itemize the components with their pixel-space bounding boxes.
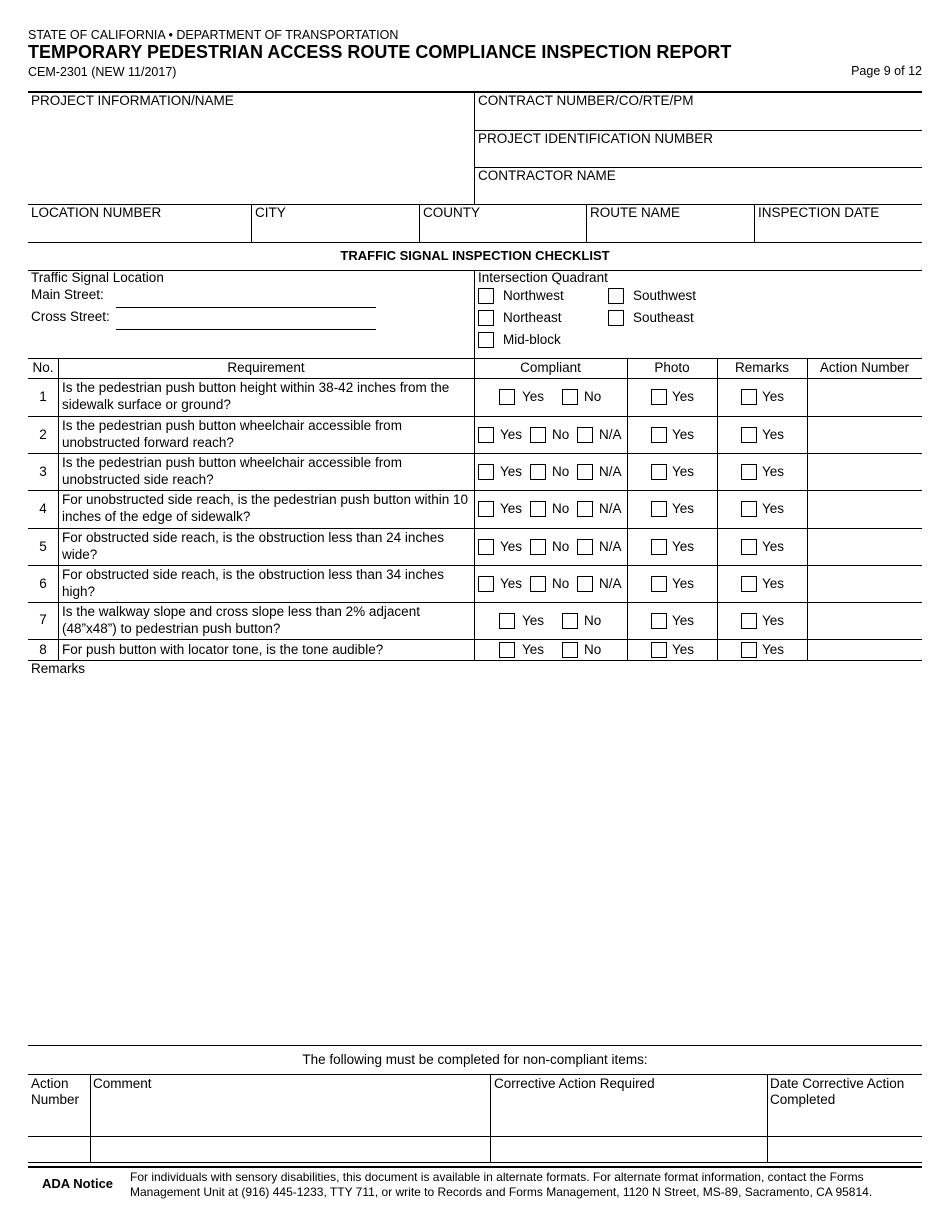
action-number-header: Action Number: [31, 1076, 80, 1107]
midblock-label: Mid-block: [503, 332, 561, 347]
row-number: 6: [39, 576, 47, 591]
project-id-field[interactable]: [474, 146, 922, 167]
requirement-text: Is the walkway slope and cross slope less than 2% adjacent (48”x48”) to pedestrian push button?: [62, 604, 420, 636]
col-no-header: No.: [32, 360, 54, 375]
contractor-name-field[interactable]: [474, 183, 922, 204]
photo-yes-checkbox[interactable]: [651, 613, 667, 629]
compliant-na-checkbox[interactable]: [577, 427, 593, 443]
requirement-text: Is the pedestrian push button height within 38-42 inches from the sidewalk surface or ground?: [62, 380, 450, 412]
remarks-yes-checkbox[interactable]: [741, 464, 757, 480]
na-label: N/A: [599, 427, 622, 442]
remarks-yes-checkbox[interactable]: [741, 613, 757, 629]
photo-yes-checkbox[interactable]: [651, 389, 667, 405]
city-label: CITY: [255, 205, 286, 220]
row-number: 1: [39, 389, 47, 404]
action-number-field[interactable]: [808, 640, 922, 660]
cross-street-label: Cross Street:: [31, 309, 110, 324]
compliant-na-checkbox[interactable]: [577, 501, 593, 517]
county-field[interactable]: [419, 220, 586, 242]
action-number-field[interactable]: [808, 603, 922, 639]
action-number-field[interactable]: [808, 566, 922, 602]
na-label: N/A: [599, 501, 622, 516]
midblock-checkbox[interactable]: [478, 332, 494, 348]
yes-label: Yes: [672, 464, 695, 479]
yes-label: Yes: [500, 539, 523, 554]
route-name-label: ROUTE NAME: [590, 205, 681, 220]
yes-label: Yes: [522, 613, 545, 628]
requirement-text: Is the pedestrian push button wheelchair accessible from unobstructed forward reach?: [62, 418, 402, 450]
county-label: COUNTY: [423, 205, 480, 220]
compliant-no-checkbox[interactable]: [530, 501, 546, 517]
yes-label: Yes: [500, 427, 523, 442]
yes-label: Yes: [522, 389, 545, 404]
compliant-no-checkbox[interactable]: [562, 613, 578, 629]
action-number-field[interactable]: [808, 529, 922, 565]
action-number-field[interactable]: [808, 454, 922, 490]
inspection-date-label: INSPECTION DATE: [758, 205, 880, 220]
compliant-yes-checkbox[interactable]: [499, 613, 515, 629]
col-photo-header: Photo: [654, 360, 690, 375]
yes-label: Yes: [672, 642, 695, 657]
main-street-input[interactable]: [116, 307, 376, 308]
requirement-text: For push button with locator tone, is the tone audible?: [62, 642, 384, 657]
nc-action-number-field[interactable]: [28, 1137, 90, 1162]
photo-yes-checkbox[interactable]: [651, 576, 667, 592]
compliant-na-checkbox[interactable]: [577, 576, 593, 592]
contractor-name-label: CONTRACTOR NAME: [478, 168, 616, 183]
project-info-label: PROJECT INFORMATION/NAME: [31, 93, 234, 108]
location-number-label: LOCATION NUMBER: [31, 205, 162, 220]
no-label: No: [552, 539, 570, 554]
action-number-field[interactable]: [808, 491, 922, 528]
action-number-field[interactable]: [808, 379, 922, 416]
signal-location-label: Traffic Signal Location: [31, 270, 164, 285]
nc-date-completed-field[interactable]: [768, 1137, 922, 1162]
remarks-yes-checkbox[interactable]: [741, 427, 757, 443]
form-number: CEM-2301 (NEW 11/2017): [28, 65, 177, 79]
no-label: No: [552, 427, 570, 442]
photo-yes-checkbox[interactable]: [651, 539, 667, 555]
inspection-date-field[interactable]: [754, 220, 922, 242]
contract-number-label: CONTRACT NUMBER/CO/RTE/PM: [478, 93, 694, 108]
comment-header: Comment: [93, 1076, 152, 1091]
northeast-checkbox[interactable]: [478, 310, 494, 326]
southwest-label: Southwest: [633, 288, 697, 303]
col-action-header: Action Number: [819, 360, 910, 375]
yes-label: Yes: [500, 576, 523, 591]
row-number: 4: [39, 501, 47, 516]
quadrant-label: Intersection Quadrant: [478, 270, 608, 285]
southwest-checkbox[interactable]: [608, 288, 624, 304]
compliant-yes-checkbox[interactable]: [478, 427, 494, 443]
remarks-yes-checkbox[interactable]: [741, 501, 757, 517]
col-requirement-header: Requirement: [227, 360, 305, 375]
northeast-label: Northeast: [503, 310, 562, 325]
compliant-no-checkbox[interactable]: [562, 389, 578, 405]
compliant-yes-checkbox[interactable]: [478, 501, 494, 517]
yes-label: Yes: [500, 464, 523, 479]
yes-label: Yes: [522, 642, 545, 657]
row-number: 3: [39, 464, 47, 479]
requirement-text: For unobstructed side reach, is the pedestrian push button within 10 inches of the edge of sidewalk?: [62, 492, 468, 524]
corrective-action-header: Corrective Action Required: [494, 1076, 655, 1091]
compliant-yes-checkbox[interactable]: [499, 389, 515, 405]
row-number: 8: [39, 642, 47, 657]
no-label: No: [552, 501, 570, 516]
compliant-no-checkbox[interactable]: [530, 576, 546, 592]
ada-notice-text: For individuals with sensory disabilities, this document is available in alternate formats. For alternate format information, contact the Forms Management Unit at (916) 445-1233, TTY 711, or write to Records and Forms Management, 1120 N Street, MS-89, Sacramento, CA 95814.: [130, 1170, 873, 1199]
col-compliant-header: Compliant: [520, 360, 581, 375]
contract-number-field[interactable]: [474, 108, 922, 130]
action-number-field[interactable]: [808, 417, 922, 453]
compliant-no-checkbox[interactable]: [562, 642, 578, 658]
northwest-label: Northwest: [503, 288, 564, 303]
cross-street-input[interactable]: [116, 329, 376, 330]
compliant-yes-checkbox[interactable]: [478, 539, 494, 555]
remarks-label: Remarks: [31, 661, 86, 676]
checklist-title: TRAFFIC SIGNAL INSPECTION CHECKLIST: [340, 248, 610, 263]
project-info-field[interactable]: [28, 108, 474, 204]
compliant-yes-checkbox[interactable]: [478, 576, 494, 592]
yes-label: Yes: [672, 539, 695, 554]
yes-label: Yes: [762, 389, 785, 404]
no-label: No: [552, 576, 570, 591]
date-completed-header: Date Corrective Action Completed: [770, 1076, 905, 1107]
compliant-na-checkbox[interactable]: [577, 539, 593, 555]
na-label: N/A: [599, 464, 622, 479]
remarks-yes-checkbox[interactable]: [741, 389, 757, 405]
yes-label: Yes: [672, 613, 695, 628]
route-name-field[interactable]: [586, 220, 754, 242]
yes-label: Yes: [672, 389, 695, 404]
yes-label: Yes: [672, 501, 695, 516]
yes-label: Yes: [672, 427, 695, 442]
nc-corrective-action-field[interactable]: [491, 1137, 767, 1162]
col-remarks-header: Remarks: [734, 360, 789, 375]
requirement-text: Is the pedestrian push button wheelchair accessible from unobstructed side reach?: [62, 455, 402, 487]
no-label: No: [584, 642, 602, 657]
compliant-no-checkbox[interactable]: [530, 539, 546, 555]
na-label: N/A: [599, 539, 622, 554]
compliant-na-checkbox[interactable]: [577, 464, 593, 480]
requirement-text: For obstructed side reach, is the obstruction less than 24 inches wide?: [62, 530, 444, 562]
noncompliant-title: The following must be completed for non-compliant items:: [302, 1052, 648, 1067]
photo-yes-checkbox[interactable]: [651, 501, 667, 517]
city-field[interactable]: [251, 220, 419, 242]
southeast-checkbox[interactable]: [608, 310, 624, 326]
na-label: N/A: [599, 576, 622, 591]
row-number: 7: [39, 612, 47, 627]
nc-comment-field[interactable]: [91, 1137, 490, 1162]
requirement-text: For obstructed side reach, is the obstruction less than 34 inches high?: [62, 567, 444, 599]
southeast-label: Southeast: [633, 310, 694, 325]
yes-label: Yes: [672, 576, 695, 591]
project-id-label: PROJECT IDENTIFICATION NUMBER: [478, 131, 714, 146]
row-number: 5: [39, 539, 47, 554]
no-label: No: [584, 613, 602, 628]
remarks-yes-checkbox[interactable]: [741, 539, 757, 555]
compliant-yes-checkbox[interactable]: [478, 464, 494, 480]
ada-notice-label: ADA Notice: [42, 1176, 114, 1191]
yes-label: Yes: [762, 576, 785, 591]
no-label: No: [552, 464, 570, 479]
compliant-yes-checkbox[interactable]: [499, 642, 515, 658]
main-street-label: Main Street:: [31, 287, 104, 302]
yes-label: Yes: [762, 501, 785, 516]
yes-label: Yes: [762, 539, 785, 554]
remarks-yes-checkbox[interactable]: [741, 642, 757, 658]
compliant-no-checkbox[interactable]: [530, 427, 546, 443]
form-title: TEMPORARY PEDESTRIAN ACCESS ROUTE COMPLIANCE INSPECTION REPORT: [28, 42, 732, 62]
no-label: No: [584, 389, 602, 404]
page-number: Page 9 of 12: [851, 64, 922, 78]
photo-yes-checkbox[interactable]: [651, 427, 667, 443]
yes-label: Yes: [762, 642, 785, 657]
department-label: STATE OF CALIFORNIA • DEPARTMENT OF TRANSPORTATION: [28, 28, 399, 42]
yes-label: Yes: [762, 613, 785, 628]
yes-label: Yes: [500, 501, 523, 516]
northwest-checkbox[interactable]: [478, 288, 494, 304]
yes-label: Yes: [762, 464, 785, 479]
yes-label: Yes: [762, 427, 785, 442]
photo-yes-checkbox[interactable]: [651, 642, 667, 658]
compliant-no-checkbox[interactable]: [530, 464, 546, 480]
location-number-field[interactable]: [28, 220, 251, 242]
photo-yes-checkbox[interactable]: [651, 464, 667, 480]
remarks-yes-checkbox[interactable]: [741, 576, 757, 592]
row-number: 2: [39, 427, 47, 442]
remarks-textarea[interactable]: [28, 677, 922, 1043]
